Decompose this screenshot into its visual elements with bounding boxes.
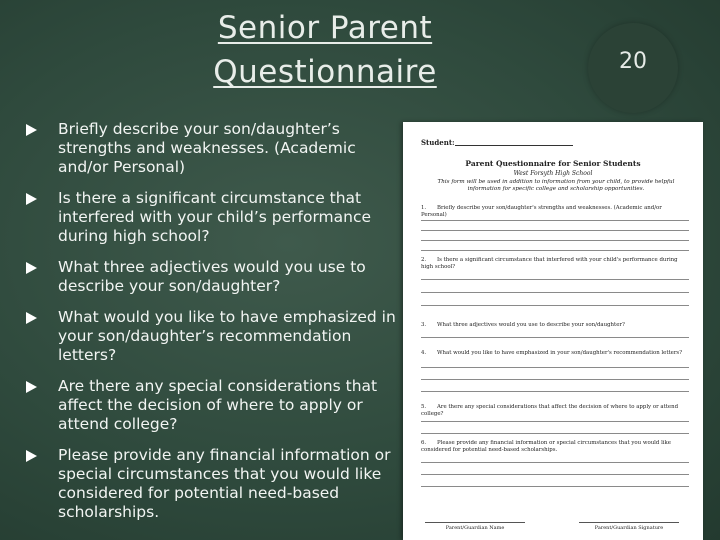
form-question: 5. Are there any special considerations that affect the decision of where to apply or attend college? xyxy=(421,404,679,417)
form-student-line xyxy=(455,145,573,146)
question-list xyxy=(22,120,407,534)
arrow-bullet-icon xyxy=(26,124,37,136)
form-question: 3. What three adjectives would you use to describe your son/daughter? xyxy=(421,322,625,328)
form-answer-line xyxy=(421,462,689,463)
form-question: 2. Is there a significant circumstance that interfered with your child's performance during high school? xyxy=(421,257,678,270)
bullet-item xyxy=(22,189,407,246)
form-answer-line xyxy=(421,379,689,380)
form-signature-label: Parent/Guardian Signature xyxy=(594,525,664,531)
form-answer-line xyxy=(421,474,689,475)
bullet-text: Is there a significant circumstance that interfered with your child’s performance during high school? xyxy=(58,189,372,245)
form-answer-line xyxy=(421,337,689,338)
form-answer-line xyxy=(421,240,689,241)
bullet-text: Are there any special considerations that affect the decision of where to apply or attend college? xyxy=(58,377,378,433)
form-answer-line xyxy=(421,391,689,392)
form-answer-line xyxy=(421,279,689,280)
form-intro: This form will be used in addition to information from your child, to provide helpful information for specific college and scholarship opportunities. xyxy=(437,179,675,192)
form-question: 4. What would you like to have emphasized in your son/daughter's recommendation letters? xyxy=(421,350,683,356)
form-answer-line xyxy=(421,220,689,221)
arrow-bullet-icon xyxy=(26,193,37,205)
arrow-bullet-icon xyxy=(26,450,37,462)
form-answer-line xyxy=(421,305,689,306)
form-question: 6. Please provide any financial information or special circumstances that you would like considered for potential need-based scholarships. xyxy=(421,440,671,453)
form-title: Parent Questionnaire for Senior Students xyxy=(465,159,641,168)
arrow-bullet-icon xyxy=(26,381,37,393)
form-student-label: Student: xyxy=(421,138,455,147)
form-signature-line xyxy=(425,522,525,523)
bullet-text: What three adjectives would you use to describe your son/daughter? xyxy=(58,258,366,295)
bullet-item xyxy=(22,446,407,522)
arrow-bullet-icon xyxy=(26,312,37,324)
form-school: West Forsyth High School xyxy=(513,170,593,177)
form-signature-label: Parent/Guardian Name xyxy=(445,525,505,531)
slide-number: 20 xyxy=(619,49,647,74)
bullet-text: Please provide any financial information or special circumstances that you would like considered for potential need-based scholarships. xyxy=(58,446,391,521)
slide-title: Senior Parent Questionnaire xyxy=(213,10,437,90)
bullet-item xyxy=(22,308,407,365)
questionnaire-form-image xyxy=(403,122,703,540)
form-answer-line xyxy=(421,292,689,293)
bullet-text: What would you like to have emphasized in your son/daughter’s recommendation letters? xyxy=(58,308,396,364)
bullet-text: Briefly describe your son/daughter’s strengths and weaknesses. (Academic and/or Personal) xyxy=(58,120,356,176)
bullet-item xyxy=(22,120,407,177)
bullet-item xyxy=(22,377,407,434)
bullet-item xyxy=(22,258,407,296)
form-signature-line xyxy=(579,522,679,523)
arrow-bullet-icon xyxy=(26,262,37,274)
form-answer-line xyxy=(421,433,689,434)
form-answer-line xyxy=(421,367,689,368)
form-answer-line xyxy=(421,486,689,487)
form-answer-line xyxy=(421,421,689,422)
form-answer-line xyxy=(421,250,689,251)
form-answer-line xyxy=(421,230,689,231)
form-question: 1. Briefly describe your son/daughter's strengths and weaknesses. (Academic and/or Personal) xyxy=(421,205,662,218)
